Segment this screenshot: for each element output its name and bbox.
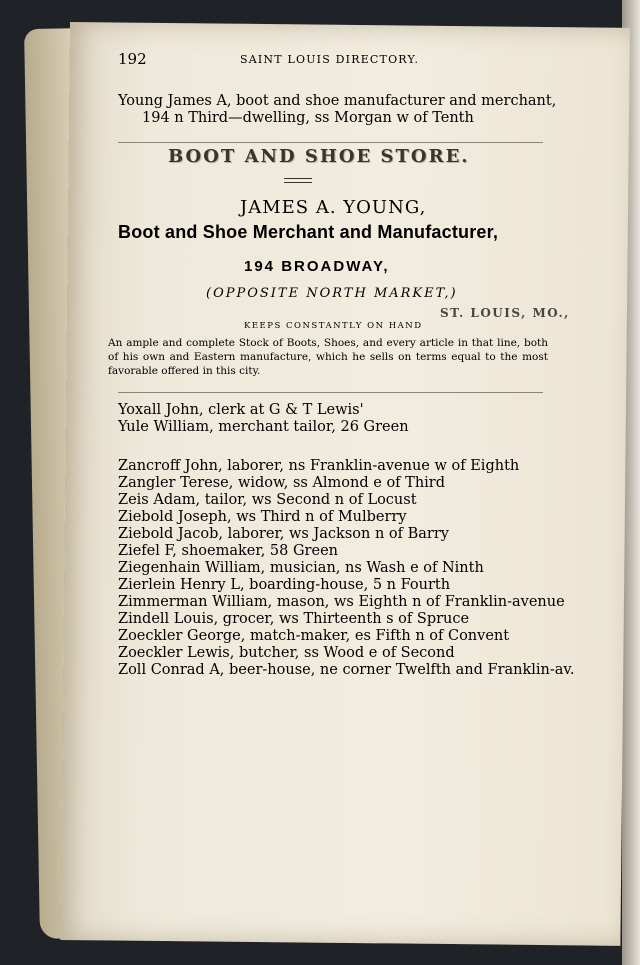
ad-keeps-line: KEEPS CONSTANTLY ON HAND xyxy=(244,321,423,331)
list-item: Ziebold Jacob, laborer, ws Jackson n of Barry xyxy=(118,526,449,542)
list-item: Zierlein Henry L, boarding-house, 5 n Fourth xyxy=(118,577,451,593)
list-item: Zimmerman William, mason, ws Eighth n of Franklin-avenue xyxy=(118,594,565,610)
list-item: Zindell Louis, grocer, ws Thirteenth s of Spruce xyxy=(118,611,470,627)
top-entry-line1: Young James A, boot and shoe manufacturer and merchant, xyxy=(118,93,557,109)
y-entries xyxy=(118,402,548,436)
top-entry xyxy=(118,93,557,127)
list-item: Ziegenhain William, musician, ns Wash e of Ninth xyxy=(118,560,484,576)
list-item: Zancroff John, laborer, ns Franklin-avenue w of Eighth xyxy=(118,458,520,474)
list-item: Zeis Adam, tailor, ws Second n of Locust xyxy=(118,492,417,508)
divider-rule xyxy=(118,142,543,143)
list-item: Zoll Conrad A, beer-house, ne corner Twelfth and Franklin-av. xyxy=(118,662,575,678)
list-item: Yule William, merchant tailor, 26 Green xyxy=(118,419,409,435)
list-item: Zoeckler Lewis, butcher, ss Wood e of Second xyxy=(118,645,455,661)
list-item: Zangler Terese, widow, ss Almond e of Third xyxy=(118,475,446,491)
list-item: Yoxall John, clerk at G & T Lewis' xyxy=(118,402,364,418)
list-item: Ziefel F, shoemaker, 58 Green xyxy=(118,543,338,559)
ad-dash-bottom xyxy=(284,182,312,183)
list-item: Zoeckler George, match-maker, es Fifth n of Convent xyxy=(118,628,510,644)
top-entry-line2: 194 n Third—dwelling, ss Morgan w of Tenth xyxy=(142,110,474,126)
list-item: Ziebold Joseph, ws Third n of Mulberry xyxy=(118,509,407,525)
ad-heading: BOOT AND SHOE STORE. xyxy=(168,146,470,167)
ad-proprietor: JAMES A. YOUNG, xyxy=(240,197,427,218)
z-entries xyxy=(118,458,575,679)
ad-location-note: (OPPOSITE NORTH MARKET,) xyxy=(206,286,458,301)
ad-dash-top xyxy=(284,178,312,179)
ad-city: ST. LOUIS, MO., xyxy=(440,306,570,320)
ad-address: 194 BROADWAY, xyxy=(244,258,390,275)
page-number: 192 xyxy=(118,50,147,68)
ad-description: An ample and complete Stock of Boots, Shoes, and every article in that line, both of his own and Eastern manufacture, which he sells on terms equal to the most favorable offered in this city. xyxy=(108,337,548,377)
divider-rule xyxy=(118,392,543,393)
running-title: SAINT LOUIS DIRECTORY. xyxy=(240,53,420,66)
ad-tagline: Boot and Shoe Merchant and Manufacturer, xyxy=(118,222,499,242)
